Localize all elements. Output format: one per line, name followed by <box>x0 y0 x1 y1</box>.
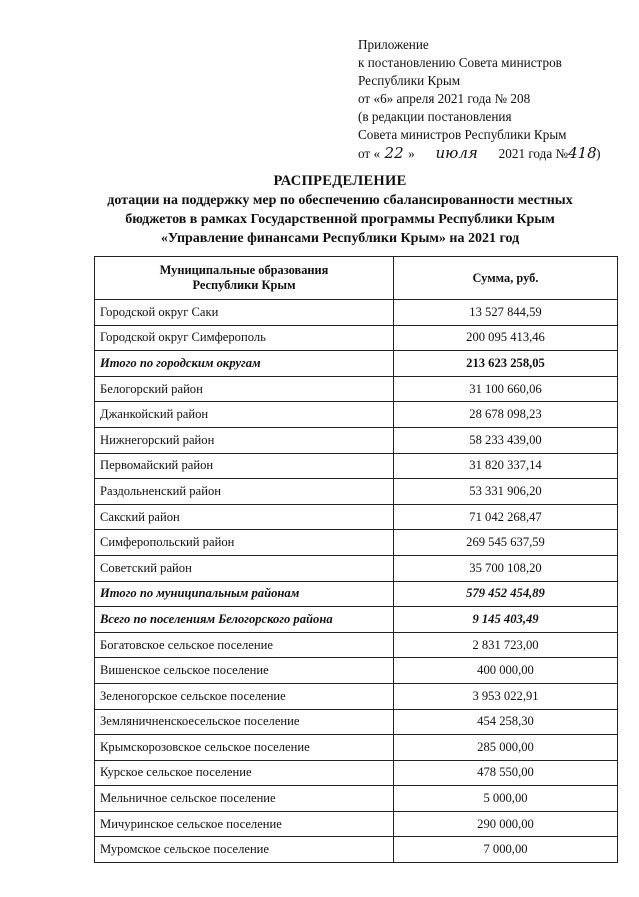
annex-header <box>358 36 628 163</box>
title-sub: бюджетов в рамках Государственной программы Республики Крым <box>125 212 555 227</box>
table-row <box>95 709 618 735</box>
table-row <box>95 683 618 709</box>
municipality-cell: Сакский район <box>95 504 394 530</box>
table-row <box>95 376 618 402</box>
annex-line: Республики Крым <box>358 73 461 88</box>
sum-cell: 213 623 258,05 <box>394 351 618 377</box>
sum-cell: 31 100 660,06 <box>394 376 618 402</box>
column-header-municipality <box>95 257 394 300</box>
municipality-cell: Советский район <box>95 555 394 581</box>
municipality-cell: Раздольненский район <box>95 479 394 505</box>
table-body <box>95 300 618 863</box>
table-row <box>95 607 618 633</box>
table-row <box>95 735 618 761</box>
municipality-cell: Богатовское сельское поселение <box>95 632 394 658</box>
table-row <box>95 555 618 581</box>
table-row <box>95 427 618 453</box>
municipality-cell: Мельничное сельское поселение <box>95 786 394 812</box>
column-header-line: Муниципальные образования <box>159 263 329 277</box>
annex-date-year: 2021 года № <box>498 146 569 161</box>
municipality-cell: Вишенское сельское поселение <box>95 658 394 684</box>
table-row <box>95 581 618 607</box>
annex-line: Приложение <box>358 37 429 52</box>
municipality-cell: Земляничненскоесельское поселение <box>95 709 394 735</box>
title-main: РАСПРЕДЕЛЕНИЕ <box>273 173 407 189</box>
sum-cell: 400 000,00 <box>394 658 618 684</box>
table-row <box>95 453 618 479</box>
table-row <box>95 351 618 377</box>
annex-date-prefix: от « <box>358 146 381 161</box>
table-row <box>95 300 618 326</box>
sum-cell: 9 145 403,49 <box>394 607 618 633</box>
handwritten-month: июля <box>435 144 478 162</box>
sum-cell: 28 678 098,23 <box>394 402 618 428</box>
distribution-table <box>94 256 618 863</box>
municipality-cell: Белогорский район <box>95 376 394 402</box>
table-row <box>95 504 618 530</box>
table-header-row <box>95 257 618 300</box>
sum-cell: 285 000,00 <box>394 735 618 761</box>
sum-cell: 200 095 413,46 <box>394 325 618 351</box>
annex-date-mid: » <box>408 146 415 161</box>
sum-cell: 579 452 454,89 <box>394 581 618 607</box>
municipality-cell: Симферопольский район <box>95 530 394 556</box>
annex-line: к постановлению Совета министров <box>358 55 562 70</box>
table-row <box>95 837 618 863</box>
sum-cell: 454 258,30 <box>394 709 618 735</box>
annex-line: Совета министров Республики Крым <box>358 127 567 142</box>
municipality-cell: Всего по поселениям Белогорского района <box>95 607 394 633</box>
municipality-cell: Зеленогорское сельское поселение <box>95 683 394 709</box>
document-title <box>70 172 610 248</box>
title-sub: «Управление финансами Республики Крым» на 2021 год <box>160 231 520 246</box>
municipality-cell: Городской округ Саки <box>95 300 394 326</box>
municipality-cell: Курское сельское поселение <box>95 760 394 786</box>
sum-cell: 5 000,00 <box>394 786 618 812</box>
handwritten-number: 418 <box>568 144 597 162</box>
table-row <box>95 658 618 684</box>
sum-cell: 31 820 337,14 <box>394 453 618 479</box>
annex-line: (в редакции постановления <box>358 109 512 124</box>
handwritten-day: 22 <box>384 144 404 162</box>
municipality-cell: Итого по муниципальным районам <box>95 581 394 607</box>
municipality-cell: Мичуринское сельское поселение <box>95 811 394 837</box>
sum-cell: 35 700 108,20 <box>394 555 618 581</box>
municipality-cell: Нижнегорский район <box>95 427 394 453</box>
sum-cell: 2 831 723,00 <box>394 632 618 658</box>
table-row <box>95 530 618 556</box>
table-row <box>95 325 618 351</box>
table-row <box>95 760 618 786</box>
table-row <box>95 479 618 505</box>
sum-cell: 53 331 906,20 <box>394 479 618 505</box>
municipality-cell: Крымскорозовское сельское поселение <box>95 735 394 761</box>
table-row <box>95 811 618 837</box>
column-header-sum: Сумма, руб. <box>394 257 618 300</box>
table-row <box>95 402 618 428</box>
municipality-cell: Муромское сельское поселение <box>95 837 394 863</box>
sum-cell: 269 545 637,59 <box>394 530 618 556</box>
sum-cell: 7 000,00 <box>394 837 618 863</box>
table-row <box>95 632 618 658</box>
title-sub: дотации на поддержку мер по обеспечению сбалансированности местных <box>107 193 573 208</box>
sum-cell: 290 000,00 <box>394 811 618 837</box>
sum-cell: 13 527 844,59 <box>394 300 618 326</box>
annex-line: от «6» апреля 2021 года № 208 <box>358 91 531 106</box>
column-header-line: Республики Крым <box>192 278 296 292</box>
sum-cell: 71 042 268,47 <box>394 504 618 530</box>
municipality-cell: Джанкойский район <box>95 402 394 428</box>
annex-date-line: от « 22 » июля 2021 года №418) <box>358 144 601 162</box>
table-row <box>95 786 618 812</box>
municipality-cell: Городской округ Симферополь <box>95 325 394 351</box>
sum-cell: 3 953 022,91 <box>394 683 618 709</box>
sum-cell: 478 550,00 <box>394 760 618 786</box>
sum-cell: 58 233 439,00 <box>394 427 618 453</box>
municipality-cell: Первомайский район <box>95 453 394 479</box>
municipality-cell: Итого по городским округам <box>95 351 394 377</box>
